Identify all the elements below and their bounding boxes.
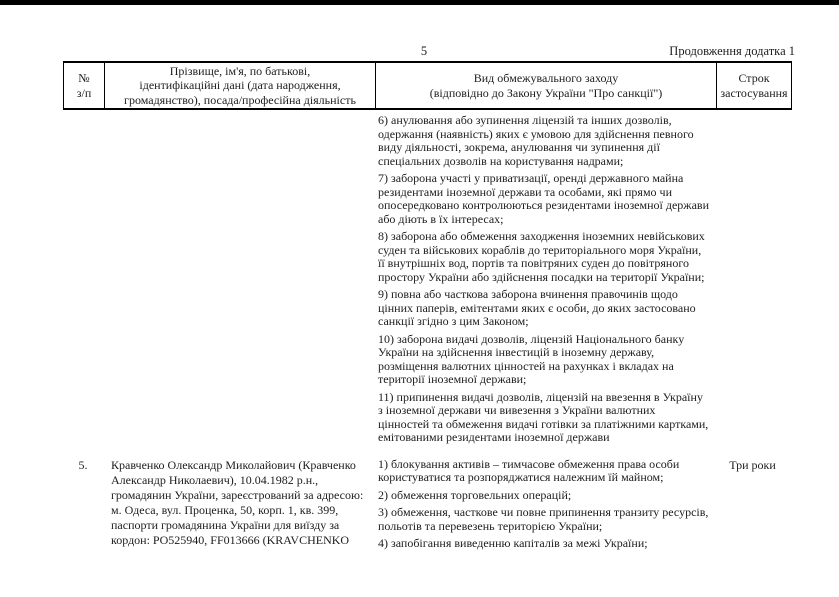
measure-item: 4) запобігання виведенню капіталів за межі України; bbox=[378, 536, 648, 550]
header-line: (відповідно до Закону України "Про санкції") bbox=[429, 85, 663, 100]
person-details-cell bbox=[103, 110, 373, 114]
header-cell-measures bbox=[375, 63, 716, 108]
table-header-row bbox=[63, 61, 792, 110]
person-details-cell: Кравченко Олександр Миколайович (Кравченко Александр Николаевич), 10.04.1982 р.н., громадянин України, зареєстрований за адресою: м. Одеса, вул. Проценка, 50, корп. 1, кв. 399, паспорти громадянина України для виїзду за кордон: PO525940, FF013666 (KRAVCHENKO bbox=[111, 457, 364, 547]
header-line: застосування bbox=[720, 85, 788, 100]
header-cell-number bbox=[64, 63, 104, 108]
measures-cell bbox=[373, 110, 713, 449]
table-row-entry-5 bbox=[63, 454, 792, 555]
continuation-note: Продовження додатка 1 bbox=[669, 44, 795, 58]
measure-item: 1) блокування активів – тимчасове обмеження права особи користуватися та розпоряджатися належним їй майном; bbox=[378, 456, 680, 484]
header-line: № bbox=[78, 71, 90, 85]
page-number: 5 bbox=[420, 44, 428, 58]
measure-item: 6) анулювання або зупинення ліцензій та інших дозволів, одержання (наявність) яких є умовою для здійснення певного виду діяльності, зокрема, анулювання чи зупинення дії спеціальних дозволів на користування надрами; bbox=[378, 113, 694, 168]
row-number-cell: 5. bbox=[78, 457, 88, 472]
page-header bbox=[63, 44, 795, 59]
header-line: з/п bbox=[76, 85, 92, 100]
header-line: громадянство), посада/професійна діяльність bbox=[124, 92, 356, 107]
header-line: Вид обмежувального заходу bbox=[473, 71, 619, 85]
header-cell-term bbox=[716, 63, 791, 108]
header-line: Строк bbox=[738, 71, 770, 85]
header-line: ідентифікаційні дані (дата народження, bbox=[139, 78, 341, 93]
measure-item: 11) припинення видачі дозволів, ліцензій на ввезення в Україну з іноземної держави чи вивезення з України валютних цінностей та обмеження видачі готівки за платіжними картками, емітованими резидентами іноземної держави bbox=[378, 389, 709, 444]
top-black-bar bbox=[0, 0, 839, 5]
header-cell-person bbox=[104, 63, 375, 108]
measure-item: 8) заборона або обмеження заходження іноземних невійськових суден та військових кораблів до територіального моря України, її внутрішніх вод, портів та повітряних суден до повітряного простору України або здійснення посадки на території України; bbox=[378, 229, 705, 284]
row-number-cell bbox=[63, 110, 103, 114]
header-line: Прізвище, ім'я, по батькові, bbox=[169, 63, 311, 78]
measures-cell bbox=[373, 454, 713, 555]
measure-item: 7) заборона участі у приватизації, оренді державного майна резидентами іноземної держави та особами, які прямо чи опосередковано контролюються резидентами іноземної держави або діють в їх інтересах; bbox=[378, 171, 709, 226]
term-cell: Три роки bbox=[729, 457, 776, 472]
term-cell bbox=[713, 110, 792, 114]
measure-item: 9) повна або часткова заборона вчинення правочинів щодо цінних паперів, емітентами яких є особи, до яких застосовано санкції згідно з цим Законом; bbox=[378, 287, 696, 328]
sanctions-table bbox=[63, 61, 792, 555]
measure-item: 2) обмеження торговельних операцій; bbox=[378, 487, 572, 502]
measure-item: 10) заборона видачі дозволів, ліцензій Національного банку України на здійснення інвестицій в іноземну державу, розміщення валютних цінностей на рахунках і вкладах на території іноземної держави; bbox=[378, 331, 685, 386]
measure-item: 3) обмеження, часткове чи повне припинення транзиту ресурсів, польотів та перевезень територією України; bbox=[378, 505, 709, 533]
table-row-continuation bbox=[63, 110, 792, 449]
